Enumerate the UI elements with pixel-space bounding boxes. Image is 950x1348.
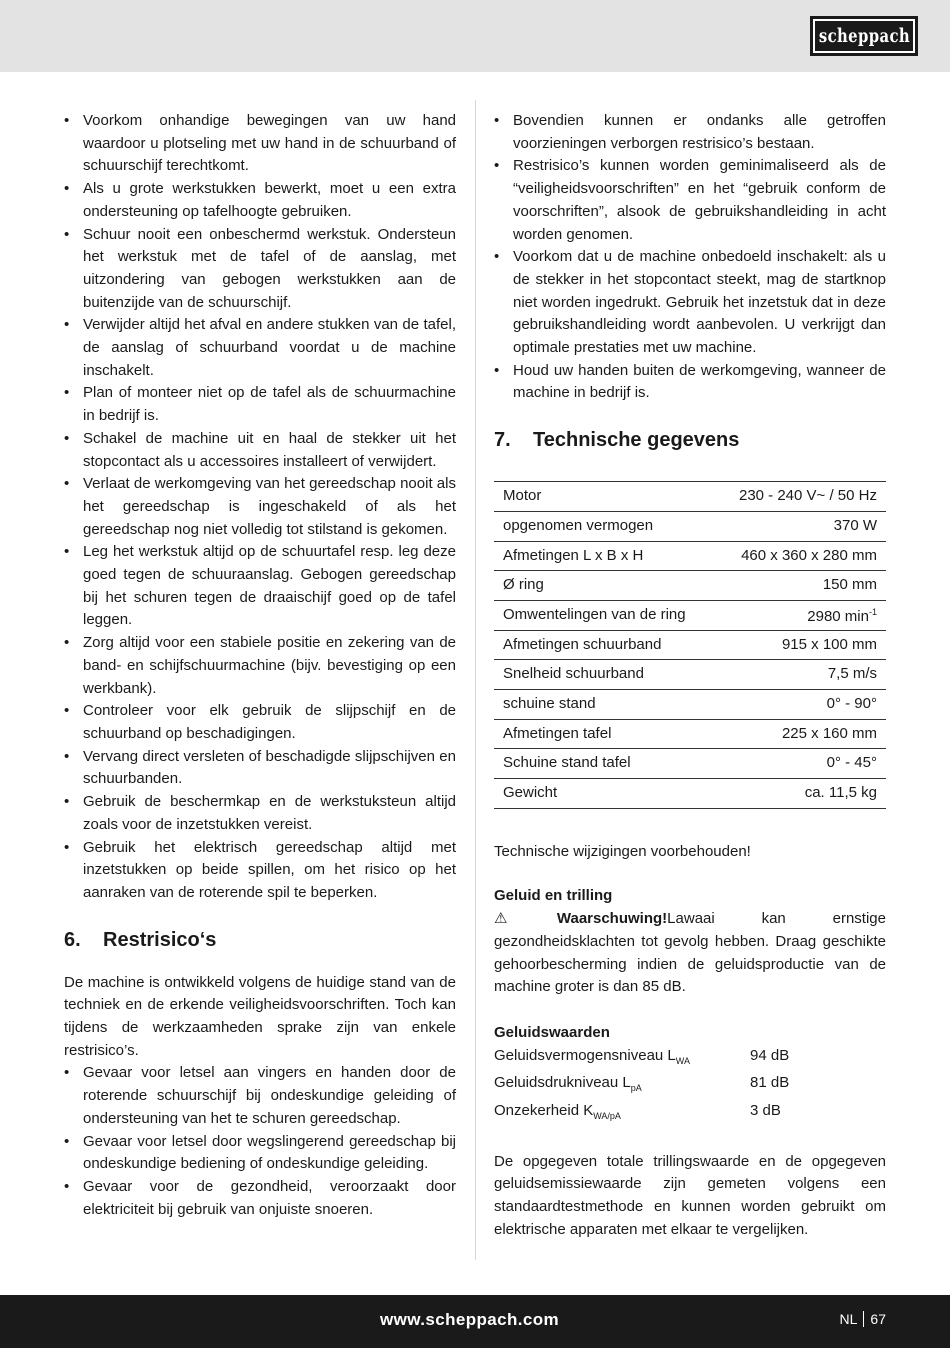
- section-title: Technische gegevens: [533, 429, 740, 452]
- spec-value: 225 x 160 mm: [715, 719, 887, 749]
- spec-value: 915 x 100 mm: [715, 630, 887, 660]
- scheppach-logo: scheppach: [810, 16, 918, 56]
- list-item: • Schuur nooit een onbeschermd werkstuk. Ondersteun het werkstuk met de tafel of de aanslag, met uitzondering van gebogen werkstukken aan de buitenzijde van de schuurschijf.: [64, 224, 456, 315]
- residual-risk-list: [64, 1062, 456, 1221]
- spec-value-text: 2980 min: [807, 608, 869, 626]
- list-item: • Plan of monteer niet op de tafel als de schuurmachine in bedrijf is.: [64, 382, 456, 427]
- list-item: • Bovendien kunnen er ondanks alle getroffen voorzieningen verborgen restrisico’s bestaan.: [494, 110, 886, 155]
- table-row: [494, 719, 886, 749]
- list-item: • Restrisico’s kunnen worden geminimaliseerd als de “veiligheidsvoorschriften” en het “gebruik conform de voorschriften”, alsook de gebruikshandleiding in acht worden genomen.: [494, 155, 886, 246]
- page-header: [0, 0, 950, 72]
- list-item: • Houd uw handen buiten de werkomgeving, wanneer de machine in bedrijf is.: [494, 360, 886, 405]
- column-divider: [475, 100, 476, 1260]
- page-number-value: 67: [870, 1311, 886, 1327]
- table-row: [494, 571, 886, 601]
- warning-label: Waarschuwing!: [556, 910, 668, 928]
- language-code: NL: [839, 1311, 858, 1327]
- list-item: • Schakel de machine uit en haal de stekker uit het stopcontact als u accessoires installeert of verwijdert.: [64, 428, 456, 473]
- spec-value: 150 mm: [715, 571, 887, 601]
- sound-value-row: [494, 1100, 886, 1128]
- table-row: [494, 689, 886, 719]
- list-item: • Voorkom onhandige bewegingen van uw hand waardoor u plotseling met uw hand in de schuurband of schuurschijf terechtkomt.: [64, 110, 456, 178]
- list-item: • Als u grote werkstukken bewerkt, moet u een extra ondersteuning op tafelhoogte gebruiken.: [64, 178, 456, 223]
- list-item: • Gevaar voor letsel door wegslingerend gereedschap bij ondeskundige bediening of ondeskundige geleiding.: [64, 1131, 456, 1176]
- sound-value: 3 dB: [750, 1102, 781, 1120]
- section-title: Restrisico‘s: [103, 928, 217, 951]
- list-item: • Gebruik de beschermkap en de werkstuksteun altijd zoals voor de inzetstukken vereist.: [64, 791, 456, 836]
- spec-label: Ø ring: [494, 571, 715, 601]
- separator: [863, 1311, 864, 1327]
- warning-icon: ⚠: [494, 910, 508, 928]
- list-item: • Verwijder altijd het afval en andere stukken van de tafel, de aanslag of schuurband voordat u de machine inschakelt.: [64, 314, 456, 382]
- page-number: [840, 1311, 886, 1327]
- spec-value: 460 x 360 x 280 mm: [715, 541, 887, 571]
- page-footer: [0, 1295, 950, 1348]
- spec-label: Motor: [494, 482, 715, 512]
- spec-value-exponent: -1: [868, 607, 877, 618]
- spec-value: 7,5 m/s: [715, 660, 887, 690]
- list-item: • Gebruik het elektrisch gereedschap altijd met inzetstukken op beide spillen, om het risico op het aanraken van de roterende spil te beperken.: [64, 837, 456, 905]
- reserved-note: Technische wijzigingen voorbehouden!: [494, 842, 751, 860]
- list-item: • Gevaar voor de gezondheid, veroorzaakt door elektriciteit bij gebruik van onjuiste snoeren.: [64, 1176, 456, 1221]
- sound-label: Geluidsvermogensniveau $L_{WA}$: [494, 1046, 690, 1066]
- list-item: • Controleer voor elk gebruik de slijpschijf en de schuurband op beschadigingen.: [64, 700, 456, 745]
- spec-label: Snelheid schuurband: [494, 660, 715, 690]
- table-row: [494, 541, 886, 571]
- section-number: 6.: [64, 928, 81, 951]
- spec-label: Afmetingen L x B x H: [494, 541, 715, 571]
- spec-label: Afmetingen tafel: [494, 719, 715, 749]
- sound-value-row: [494, 1072, 886, 1100]
- vibration-note: De opgegeven totale trillingswaarde en de opgegeven geluidsemissiewaarde zijn gemeten volgens een standaardtestmethode en kunnen worden gebruikt om elektrische apparaten met elkaar te vergelijken.: [494, 1152, 886, 1238]
- table-row: [494, 600, 886, 630]
- table-row: [494, 779, 886, 809]
- section-7-heading: [494, 427, 886, 453]
- spec-value: 0° - 45°: [715, 749, 887, 779]
- sound-value: 81 dB: [750, 1074, 790, 1092]
- list-item: • Voorkom dat u de machine onbedoeld inschakelt: als u de stekker in het stopcontact steekt, mag de startknop niet worden ingedrukt. Gebruik het inzetstuk dat in deze gebruikshandleiding wordt aanbevolen. U verkrijgt dan optimale prestaties met uw machine.: [494, 246, 886, 360]
- sound-label: Onzekerheid $K_{WA/pA}$: [494, 1102, 621, 1122]
- spec-value: ca. 11,5 kg: [715, 779, 887, 809]
- spec-label: Afmetingen schuurband: [494, 630, 715, 660]
- noise-heading: Geluid en trilling: [494, 887, 613, 905]
- spec-value: 0° - 90°: [715, 689, 887, 719]
- table-row: [494, 511, 886, 541]
- sound-value-row: [494, 1045, 886, 1073]
- warning-text: Lawaai kan ernstige gezondheidsklachten tot gevolg hebben. Draag geschikte gehoorbescherming indien de geluidsproductie van de machine groter is dan 85 dB.: [494, 910, 886, 996]
- list-item: • Vervang direct versleten of beschadigde slijpschijven en schuurbanden.: [64, 746, 456, 791]
- spec-label: opgenomen vermogen: [494, 511, 715, 541]
- spec-label: Schuine stand tafel: [494, 749, 715, 779]
- list-item: • Zorg altijd voor een stabiele positie en zekering van de band- en schijfschuurmachine (bijv. bevestiging op een werkbank).: [64, 632, 456, 700]
- section-6-heading: [64, 927, 456, 953]
- spec-label: Omwentelingen van de ring: [494, 600, 715, 630]
- left-column: [64, 110, 456, 1221]
- list-item: • Gevaar voor letsel aan vingers en handen door de roterende schuurschijf bij ondeskundige geleiding of ondersteuning van het te schuren gereedschap.: [64, 1062, 456, 1130]
- sound-values-list: [494, 1045, 886, 1128]
- table-row: [494, 749, 886, 779]
- list-item: • Leg het werkstuk altijd op de schuurtafel resp. leg deze goed tegen de schuuraanslag. Gebogen gereedschap bij het schuren tegen de draaischijf goed op de tafel leggen.: [64, 541, 456, 632]
- safety-list: [64, 110, 456, 905]
- list-item: • Verlaat de werkomgeving van het gereedschap nooit als het gereedschap is ingeschakeld of als het gereedschap nog niet volledig tot stilstand is gekomen.: [64, 473, 456, 541]
- sound-label: Geluidsdrukniveau $L_{pA}$: [494, 1074, 642, 1094]
- spec-value: 370 W: [715, 511, 887, 541]
- sound-values-heading: Geluidswaarden: [494, 1023, 610, 1041]
- sound-value: 94 dB: [750, 1046, 790, 1064]
- spec-value: [715, 600, 887, 630]
- section-number: 7.: [494, 429, 511, 452]
- spec-label: schuine stand: [494, 689, 715, 719]
- table-row: [494, 630, 886, 660]
- right-column: [494, 110, 886, 1242]
- residual-risk-list-continued: [494, 110, 886, 405]
- website-link[interactable]: www.scheppach.com: [380, 1310, 560, 1329]
- spec-value: 230 - 240 V~ / 50 Hz: [715, 482, 887, 512]
- technical-specs-table: [494, 481, 886, 809]
- spec-label: Gewicht: [494, 779, 715, 809]
- noise-warning: [494, 908, 886, 999]
- table-row: [494, 482, 886, 512]
- table-row: [494, 660, 886, 690]
- section-6-intro: De machine is ontwikkeld volgens de huidige stand van de techniek en de erkende veiligheidsvoorschriften. Toch kan tijdens de werkzaamheden sprake zijn van enkele restrisico’s.: [64, 973, 456, 1059]
